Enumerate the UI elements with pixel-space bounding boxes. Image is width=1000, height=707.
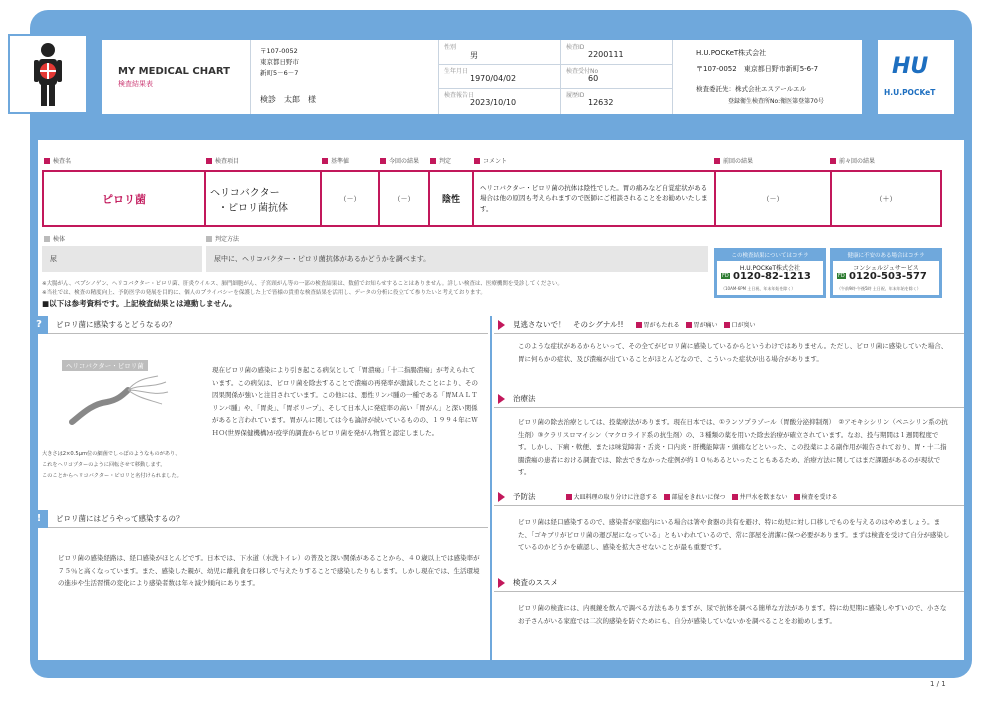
signal-tag: 胃がもたれる bbox=[636, 320, 680, 329]
prevention-body: ピロリ菌は経口感染するので、感染者が家庭内にいる場合は箸や食器の共有を避け、特に幼児に対し口移しでものを与えるのはやめましょう。また、「ゴキブリがピロリ菌の運び屋になっている」ともいわれているので、常に部屋を清潔に保つ必要があります。まずは検査を受けて自分が感染しているのかどうかを確認し、感染を拡大させないことが最も重要です。 bbox=[518, 518, 950, 551]
label-judge: 判定 bbox=[430, 156, 451, 165]
free-dial-icon: FD bbox=[722, 273, 729, 279]
page-title: MY MEDICAL CHART bbox=[118, 66, 230, 77]
logo-mark: HU bbox=[892, 54, 929, 79]
signal-tag: 胃が痛い bbox=[686, 320, 718, 329]
infection-effects-body: 現在ピロリ菌の感染により引き起こる病気として「胃潰瘍」「十二指腸潰瘍」が考えられています。この病気は、ピロリ菌を除去することで潰瘍の再発率が激減したことにより、その因果関係が強いと注目されています。この他には、悪性リンパ腫の一種である「胃ＭＡＬＴリンパ腫」や、「胃炎」、「胃ポリープ」、そして日本人に発症率の高い「胃がん」と深い関係があると言われています。胃がんに関しては今も論評が続いているものの、１９９４年にＷＨＯ(世界保健機構)が疫学的調査からピロリ菌を発がん物質と認定しました。 bbox=[212, 366, 478, 437]
page-number: 1 / 1 bbox=[930, 680, 946, 688]
contact-phone-right[interactable]: 0120-503-577 bbox=[849, 271, 927, 282]
postal-code: 〒107-0052 bbox=[260, 47, 298, 55]
prevention-tag: 大皿料理の取り分けに注意する bbox=[566, 492, 658, 501]
section-signals: 見逃さないで！ そのシグナル!! 胃がもたれる 胃が痛い 口が臭い bbox=[494, 316, 964, 334]
bacteria-caption: ヘリコバクター・ピロリ菌 bbox=[62, 360, 148, 371]
address-line2: 新町5－6－7 bbox=[260, 69, 299, 77]
recommendation-body: ピロリ菌の検査には、内視鏡を飲んで調べる方法もありますが、尿で抗体を調べる簡単な方法があります。特に幼児期に感染しやすいので、小さなお子さんがいる家庭では二次的感染を防ぐためにも、自分が感染していないかを調べることをお勧めします。 bbox=[518, 604, 947, 625]
arrow-icon bbox=[498, 492, 505, 502]
section-treatment: 治療法 bbox=[494, 390, 964, 408]
contact-concierge: 健康に不安のある場合はコチラ コンシェルジュサービス FD 0120-503-577 （午前9時-午後5時 土日祝、年末年始を除く） bbox=[830, 248, 942, 298]
prevention-tag: 井戸水を飲まない bbox=[732, 492, 788, 501]
lab-name: 検査委託先：株式会社エスアールエル bbox=[696, 85, 807, 93]
section-recommendation: 検査のススメ bbox=[494, 574, 964, 592]
bacteria-note-2: これをヘリコプターのように回転させて移動します。 bbox=[42, 462, 166, 468]
result-row bbox=[42, 170, 942, 227]
label-specimen: 検体 bbox=[44, 234, 65, 243]
person-icon bbox=[10, 36, 86, 112]
label-test-item: 検査項目 bbox=[206, 156, 239, 165]
bacteria-illustration bbox=[62, 374, 172, 434]
logo-text: H.U.POCKeT bbox=[884, 88, 936, 97]
signal-tag: 口が臭い bbox=[724, 320, 756, 329]
patient-name: 検診 太郎 様 bbox=[260, 95, 316, 104]
specimen-value: 尿 bbox=[42, 246, 202, 272]
contact-phone-left[interactable]: 0120-82-1213 bbox=[733, 271, 811, 282]
header-panel: MY MEDICAL CHART 検査結果表 〒107-0052 東京都日野市 新町5－6－7 検診 太郎 様 性別 男 生年月日 1970/04/02 検査報告日 2023/10/10 検査ID 2200111 検査受付No 60 履歴ID 12632 H.U.POCKeT株式会社 〒107-0052 東京都日野市新町5-6-7 検査委託先：株式会社エスアールエル 登録衛生検査所No:衛医第登第70号 bbox=[100, 38, 864, 116]
reception-no: 60 bbox=[588, 74, 599, 83]
label-current: 今回の結果 bbox=[380, 156, 419, 165]
kit-no: 2200111 bbox=[588, 50, 624, 59]
contact-result: この検査結果についてはコチラ H.U.POCKeT株式会社 FD 0120-82-1213 （10AM-6PM 土日祝、年末年始を除く） bbox=[714, 248, 826, 298]
free-dial-icon: FD bbox=[838, 273, 845, 279]
result-ref: （－） bbox=[322, 172, 380, 225]
label-comment: コメント bbox=[474, 156, 507, 165]
company-logo bbox=[876, 38, 956, 116]
body-avatar bbox=[8, 34, 88, 114]
section-infection-route: ! ピロリ菌にはどうやって感染するの？ bbox=[30, 510, 488, 528]
label-item: 検査名 bbox=[44, 156, 71, 165]
label-ref: 基準値 bbox=[322, 156, 349, 165]
bacteria-note-3: このことからヘリコバクター・ピロリと名付けられました。 bbox=[42, 473, 182, 479]
prevention-tag: 部屋をきれいに保つ bbox=[664, 492, 726, 501]
result-name: ピロリ菌 bbox=[44, 172, 206, 225]
arrow-icon bbox=[498, 578, 505, 588]
company-address: 〒107-0052 東京都日野市新町5-6-7 bbox=[696, 65, 819, 73]
bacteria-note-1: 大きさは2×0.5μm位の細菌でしっぽのようなものがあり、 bbox=[42, 451, 181, 457]
label-method: 判定方法 bbox=[206, 234, 239, 243]
address-line1: 東京都日野市 bbox=[260, 58, 299, 66]
note-2: ※当社では、検査の精度向上、予防医学の発展を目的に、個人のプライバシーを保護した上で皆様の貴重な検査結果を活用し、データの分析に役立てて参りたいと考えております。 bbox=[42, 290, 486, 296]
result-test-item: ヘリコバクター ・ピロリ菌抗体 bbox=[206, 172, 322, 225]
dob-value: 1970/04/02 bbox=[470, 74, 517, 83]
label-prev: 前回の結果 bbox=[714, 156, 753, 165]
result-prev2: （＋） bbox=[875, 194, 897, 203]
result-judge: 陰性 bbox=[430, 172, 474, 225]
arrow-icon bbox=[498, 320, 505, 330]
sex-value: 男 bbox=[470, 51, 478, 60]
section-infection-effects: ? ピロリ菌に感染するとどうなるの？ bbox=[30, 316, 488, 334]
lab-registration: 登録衛生検査所No:衛医第登第70号 bbox=[728, 98, 824, 105]
history-id: 12632 bbox=[588, 98, 614, 107]
treatment-body: ピロリ菌の除去治療としては、投薬療法があります。現在日本では、①ランソプラゾール（胃酸分泌抑制剤） ②アモキシシリン（ペニシリン系の抗生剤）③クラリスロマイシン（マクロライド系の抗生剤）の、３種類の薬を用いた除去治療が確立されています。なお、投与期間は１週間程度です。しかし、下痢・軟便、または味覚障害・舌炎・口内炎・肝機能障害・頭痛などといった、この投薬による副作用が報告されており、胃・十二指腸潰瘍の患者における調査では、除去できなかった症例が約１０％あるといったこともあるため、治療方法に関してはまだ課題があるのが現状です。 bbox=[518, 418, 948, 476]
exclamation-icon: ! bbox=[30, 510, 48, 528]
reference-notice: ■以下は参考資料です。上記検査結果とは連動しません。 bbox=[42, 299, 237, 308]
report-date: 2023/10/10 bbox=[470, 98, 517, 107]
section-prevention: 予防法 大皿料理の取り分けに注意する 部屋をきれいに保つ 井戸水を飲まない 検査を受ける bbox=[494, 488, 964, 506]
prevention-tag: 検査を受ける bbox=[794, 492, 838, 501]
company-name: H.U.POCKeT株式会社 bbox=[696, 49, 767, 57]
question-icon: ? bbox=[30, 316, 48, 334]
result-comment: ヘリコバクター・ピロリ菌の抗体は陰性でした。胃の痛みなど自覚症状がある場合は他の原因も考えられますので医師にご相談されることをお勧めいたします。 bbox=[474, 172, 716, 225]
method-value: 尿中に、ヘリコバクター・ピロリ菌抗体があるかどうかを調べます。 bbox=[206, 246, 708, 272]
result-current: （－） bbox=[380, 172, 430, 225]
column-divider bbox=[490, 316, 492, 660]
result-prev: （－） bbox=[716, 172, 832, 225]
infection-route-body: ピロリ菌の感染経路は、経口感染がほとんどです。日本では、下水道（水洗トイレ）の普及と深い関係があることから、４０歳以上では感染率が７５％と高くなっています。また、感染した親が、幼児に離乳食を口移しで与えたりすることで感染したりもします。しかし現在では、生活環境の進歩や生活習慣の変化により感染者数は年々減少傾向にあります。 bbox=[58, 554, 480, 587]
signals-body: このような症状があるからといって、その全てがピロリ菌に感染しているからというわけではありません。ただし、ピロリ菌に感染していた場合、胃に何らかの症状、及び潰瘍が出ていることがほとんどなので、こういった症状が出る場合があります。 bbox=[518, 342, 948, 363]
label-prev2: 前々回の結果 bbox=[830, 156, 875, 165]
page-subtitle: 検査結果表 bbox=[118, 80, 153, 88]
note-1: ※大腸がん、ペプシノゲン、ヘリコバクター・ピロリ菌、肝炎ウイルス、肺門細胞がん、子宮頸がん等の一部の検査結果は、数値でお知らせすることはありません。詳しい検査は、医療機関を受診してください。 bbox=[42, 281, 563, 287]
arrow-icon bbox=[498, 394, 505, 404]
